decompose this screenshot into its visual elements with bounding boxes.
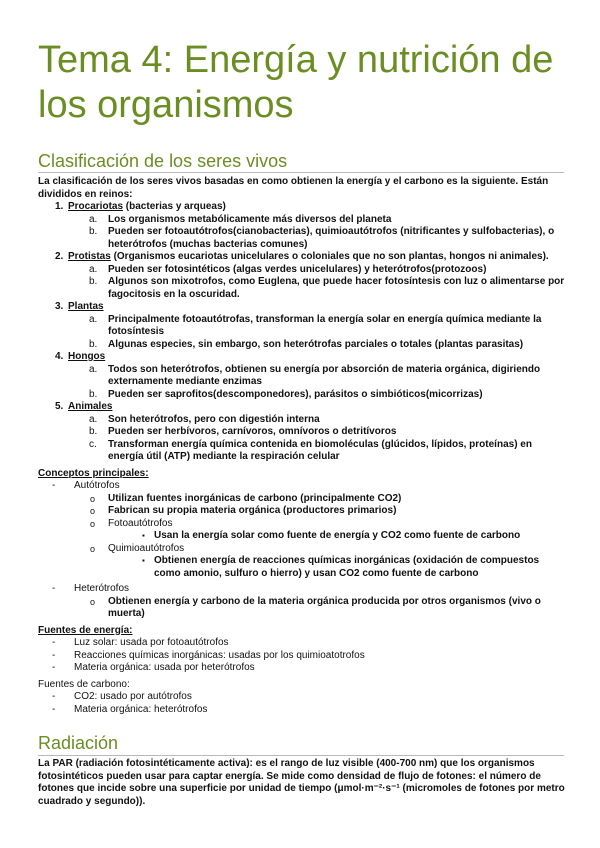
list-item-text: Transforman energía química contenida en biomoléculas (glúcidos, lípidos, proteínas) en energía útil (ATP) mediante la respiración celular — [108, 438, 532, 462]
radiacion-paragraph: La PAR (radiación fotosintéticamente activa): es el rango de luz visible (400-700 nm) que los organismos fotosintéticos pueden usar para captar energía. Se mide como densidad de flujo de fotones: el número de fotones que incide sobre una superficie por unidad de tiempo (μmol·m⁻²·s⁻¹ (micromoles de fotones por metro cuadrado y segundo)). — [38, 758, 565, 807]
dash-bullet: - — [52, 662, 56, 673]
circle-bullet: o — [90, 596, 96, 607]
list-item — [38, 691, 566, 704]
list-item — [38, 662, 566, 675]
kingdom-name: Animales — [68, 401, 113, 412]
list-item — [38, 543, 566, 556]
list-letter: a. — [89, 213, 98, 225]
list-item — [68, 364, 566, 389]
circle-bullet: o — [90, 543, 96, 554]
list-item — [38, 555, 566, 580]
fuentes-carbono-heading: Fuentes de carbono: — [38, 678, 130, 690]
kingdom-desc: (bacterias y arqueas) — [123, 201, 226, 212]
list-item-text: Todos son heterótrofos, obtienen su energía por absorción de materia orgánica, digiriendo externamente mediante enzimas — [108, 363, 541, 387]
list-item-text: Principalmente fotoautótrofas, transforman la energía solar en energía química mediante la fotosíntesis — [108, 313, 542, 337]
section-heading-radiacion: Radiación — [38, 733, 119, 753]
section-body-radiacion — [38, 758, 566, 808]
dash-bullet: - — [52, 637, 56, 648]
kingdom-item — [38, 351, 566, 401]
section-body-clasificacion — [38, 176, 566, 716]
list-item — [68, 226, 566, 251]
list-item-text: Reacciones químicas inorgánicas: usadas por los quimioatotrofos — [74, 649, 365, 661]
list-item — [38, 505, 566, 518]
dash-bullet: - — [52, 583, 56, 594]
kingdom-name: Plantas — [68, 301, 104, 312]
list-item-text: Pueden ser herbívoros, carnívoros, omnívoros o detritívoros — [108, 426, 397, 437]
list-number: 5. — [55, 401, 64, 412]
circle-bullet: o — [90, 493, 96, 504]
circle-bullet: o — [90, 506, 96, 516]
kingdom-sublist — [68, 214, 566, 252]
list-letter: a. — [89, 363, 98, 375]
list-item-text: Materia orgánica: usada por heterótrofos — [74, 662, 255, 673]
fotoautotrofos-label: Fotoautótrofos — [108, 517, 173, 529]
list-item-text: CO2: usado por autótrofos — [74, 691, 192, 702]
dash-bullet: - — [52, 691, 56, 702]
kingdom-name: Protistas — [68, 251, 111, 262]
list-item — [38, 518, 566, 531]
kingdom-sublist — [68, 364, 566, 402]
autotrofos-label: Autótrofos — [74, 480, 120, 491]
kingdom-item — [38, 301, 566, 351]
list-item-text: Luz solar: usada por fotoautótrofos — [74, 637, 229, 648]
list-letter: b. — [89, 276, 98, 287]
list-item-text: Pueden ser saprofitos(descomponedores), parásitos o simbióticos(micorrizas) — [108, 388, 483, 400]
list-item — [68, 426, 566, 439]
section-divider — [38, 172, 564, 173]
intro-paragraph: La clasificación de los seres vivos basadas en como obtienen la energía y el carbono es la siguiente. Están divididos en reinos: — [38, 176, 549, 200]
section-heading-clasificacion: Clasificación de los seres vivos — [38, 151, 288, 171]
list-item — [38, 704, 566, 717]
list-item — [68, 214, 566, 227]
kingdom-item — [38, 401, 566, 464]
kingdom-name: Procariotas — [68, 201, 124, 212]
list-number: 1. — [55, 201, 64, 212]
list-item-text: Son heterótrofos, pero con digestión interna — [108, 413, 320, 425]
list-letter: b. — [89, 226, 98, 237]
list-letter: c. — [89, 438, 97, 450]
kingdom-sublist — [68, 314, 566, 352]
page-title: Tema 4: Energía y nutrición de los organismos — [38, 39, 554, 126]
list-item — [38, 650, 566, 663]
list-item-text: Materia orgánica: heterótrofos — [74, 703, 208, 715]
list-item-text: Los organismos metabólicamente más diversos del planeta — [108, 213, 392, 225]
kingdom-list — [38, 201, 566, 464]
list-letter: a. — [89, 263, 98, 275]
list-item — [38, 530, 566, 543]
dash-bullet: - — [52, 703, 56, 715]
dash-bullet: - — [52, 480, 56, 491]
list-item — [68, 389, 566, 402]
kingdom-desc: (Organismos eucariotas unicelulares o coloniales que no son plantas, hongos ni animales). — [110, 251, 549, 262]
list-letter: b. — [89, 338, 98, 350]
conceptos-heading: Conceptos principales: — [38, 467, 149, 479]
heterotrofos-label: Heterótrofos — [74, 583, 130, 594]
list-letter: b. — [89, 388, 98, 400]
list-item — [68, 264, 566, 277]
quimioautotrofos-label: Quimioautótrofos — [108, 542, 185, 554]
list-letter: a. — [89, 313, 98, 325]
list-item — [38, 480, 566, 493]
list-item-text: Obtienen energía de reacciones químicas inorgánicas (oxidación de compuestos como amonio, sulfuro o hierro) y usan CO2 como fuente de carbono — [154, 555, 540, 579]
list-item-text: Pueden ser fotoautótrofos(cianobacterias), quimioautótrofos (nitrificantes y sulfobacterias), o heterótrofos (muchas bacterias comunes) — [108, 226, 555, 250]
list-item-text: Obtienen energía y carbono de la materia orgánica producida por otros organismos (vivo o muerta) — [108, 595, 541, 619]
section-divider — [38, 755, 564, 756]
list-item — [68, 339, 566, 352]
list-item — [68, 439, 566, 464]
list-item — [38, 493, 566, 506]
list-item-text: Utilizan fuentes inorgánicas de carbono (principalmente CO2) — [108, 492, 402, 504]
list-number: 3. — [55, 301, 64, 312]
list-item — [68, 314, 566, 339]
square-bullet: ▪ — [142, 556, 145, 565]
list-item-text: Algunas especies, sin embargo, son heterótrofas parciales o totales (plantas parasitas) — [108, 338, 524, 350]
list-item-text: Algunos son mixotrofos, como Euglena, que puede hacer fotosíntesis con luz o alimentarse por fagocitosis en la oscuridad. — [108, 276, 565, 300]
list-item-text: Fabrican su propia materia orgánica (productores primarios) — [108, 505, 397, 516]
list-item — [38, 596, 566, 621]
kingdom-sublist — [68, 414, 566, 464]
kingdom-sublist — [68, 264, 566, 302]
list-item — [68, 414, 566, 427]
dash-bullet: - — [52, 649, 56, 661]
list-item — [38, 637, 566, 650]
kingdom-name: Hongos — [68, 351, 106, 362]
list-item-text: Usan la energía solar como fuente de energía y CO2 como fuente de carbono — [154, 530, 521, 541]
fuentes-energia-heading: Fuentes de energía: — [38, 624, 133, 636]
square-bullet: ▪ — [142, 531, 145, 540]
list-number: 2. — [55, 251, 64, 262]
list-letter: b. — [89, 426, 98, 437]
list-item — [38, 583, 566, 596]
list-item — [68, 276, 566, 301]
list-number: 4. — [55, 351, 64, 362]
kingdom-item — [38, 201, 566, 251]
list-item-text: Pueden ser fotosintéticos (algas verdes unicelulares) y heterótrofos(protozoos) — [108, 263, 487, 275]
list-letter: a. — [89, 413, 98, 425]
circle-bullet: o — [90, 518, 96, 529]
kingdom-item — [38, 251, 566, 301]
